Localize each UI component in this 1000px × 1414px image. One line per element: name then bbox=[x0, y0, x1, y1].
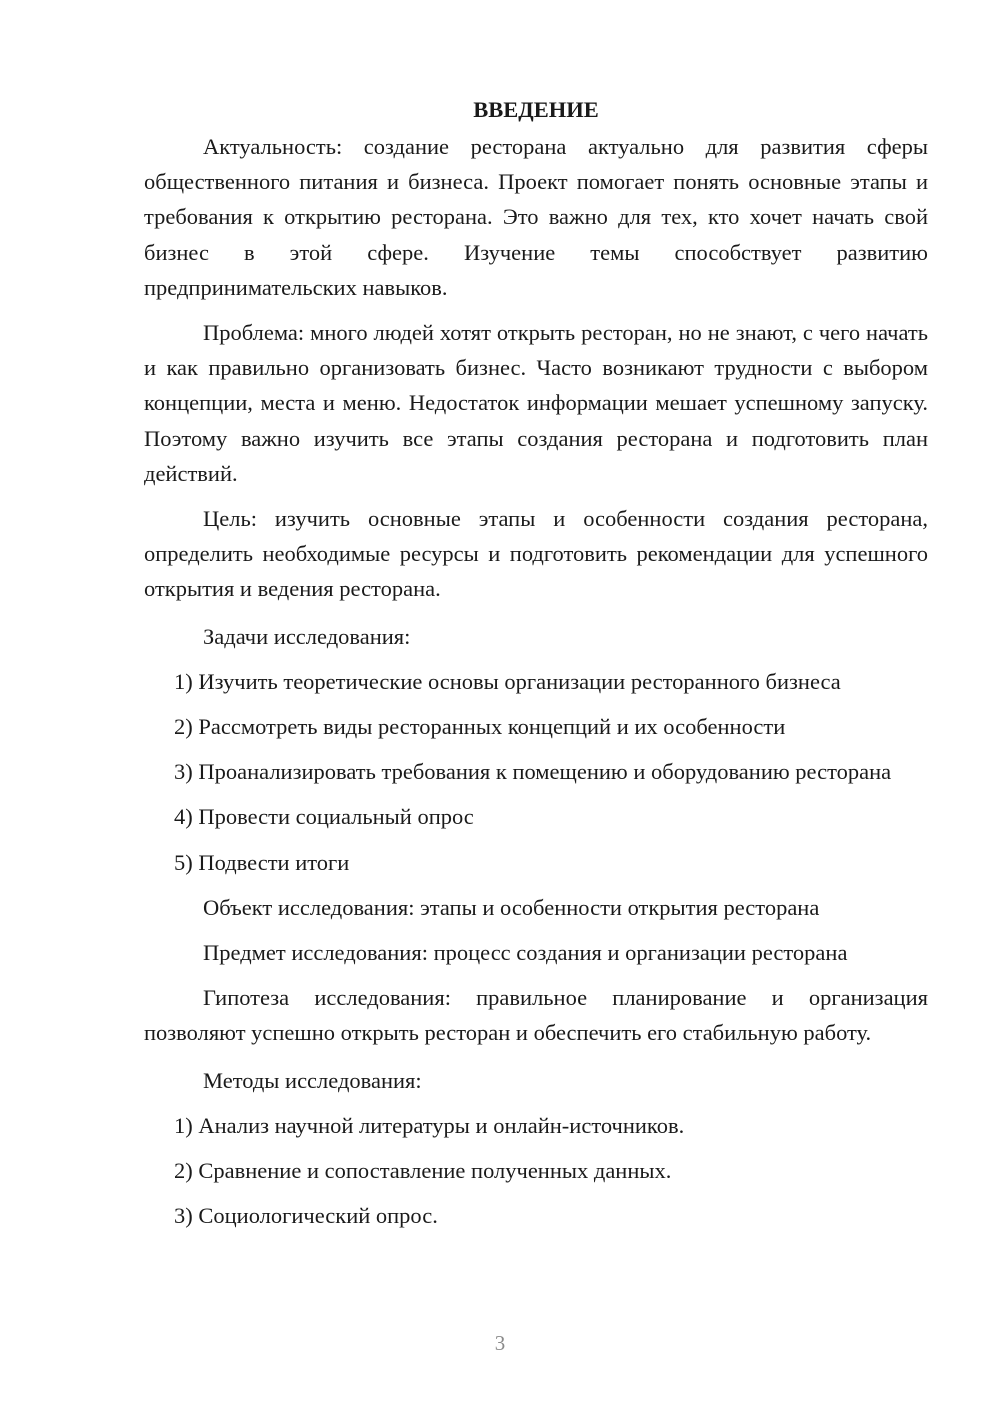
page-title: ВВЕДЕНИЕ bbox=[473, 97, 599, 122]
task-item: 3) Проанализировать требования к помещению и оборудованию ресторана bbox=[174, 759, 892, 785]
methods-list bbox=[144, 1108, 928, 1234]
document-page bbox=[144, 92, 928, 1243]
subject-paragraph: Предмет исследования: процесс создания и организации ресторана bbox=[203, 940, 848, 966]
goal-paragraph: Цель: изучить основные этапы и особенности создания ресторана, определить необходимые ресурсы и подготовить рекомендации для успешного открытия и ведения ресторана. bbox=[144, 506, 928, 602]
relevance-paragraph: Актуальность: создание ресторана актуально для развития сферы общественного питания и бизнеса. Проект помогает понять основные этапы и требования к открытию ресторана. Это важно для тех, кто хочет начать свой бизнес в этой сфере. Изучение темы способствует развитию предпринимательских навыков. bbox=[144, 134, 928, 300]
page-number: 3 bbox=[494, 1331, 506, 1355]
method-item: 3) Социологический опрос. bbox=[174, 1203, 438, 1229]
task-item: 2) Рассмотреть виды ресторанных концепций и их особенности bbox=[174, 714, 786, 740]
methods-heading: Методы исследования: bbox=[203, 1067, 422, 1093]
task-item: 1) Изучить теоретические основы организации ресторанного бизнеса bbox=[174, 668, 841, 694]
method-item: 2) Сравнение и сопоставление полученных данных. bbox=[174, 1158, 672, 1184]
tasks-list bbox=[144, 664, 928, 880]
method-item: 1) Анализ научной литературы и онлайн-источников. bbox=[174, 1112, 685, 1138]
object-paragraph: Объект исследования: этапы и особенности открытия ресторана bbox=[203, 894, 820, 920]
task-item: 5) Подвести итоги bbox=[174, 849, 350, 875]
tasks-heading: Задачи исследования: bbox=[203, 623, 411, 649]
task-item: 4) Провести социальный опрос bbox=[174, 804, 474, 830]
problem-paragraph: Проблема: много людей хотят открыть ресторан, но не знают, с чего начать и как правильно организовать бизнес. Часто возникают трудности с выбором концепции, места и меню. Недостаток информации мешает успешному запуску. Поэтому важно изучить все этапы создания ресторана и подготовить план действий. bbox=[144, 320, 928, 486]
hypothesis-paragraph: Гипотеза исследования: правильное планирование и организация позволяют успешно открыть ресторан и обеспечить его стабильную работу. bbox=[144, 985, 928, 1046]
